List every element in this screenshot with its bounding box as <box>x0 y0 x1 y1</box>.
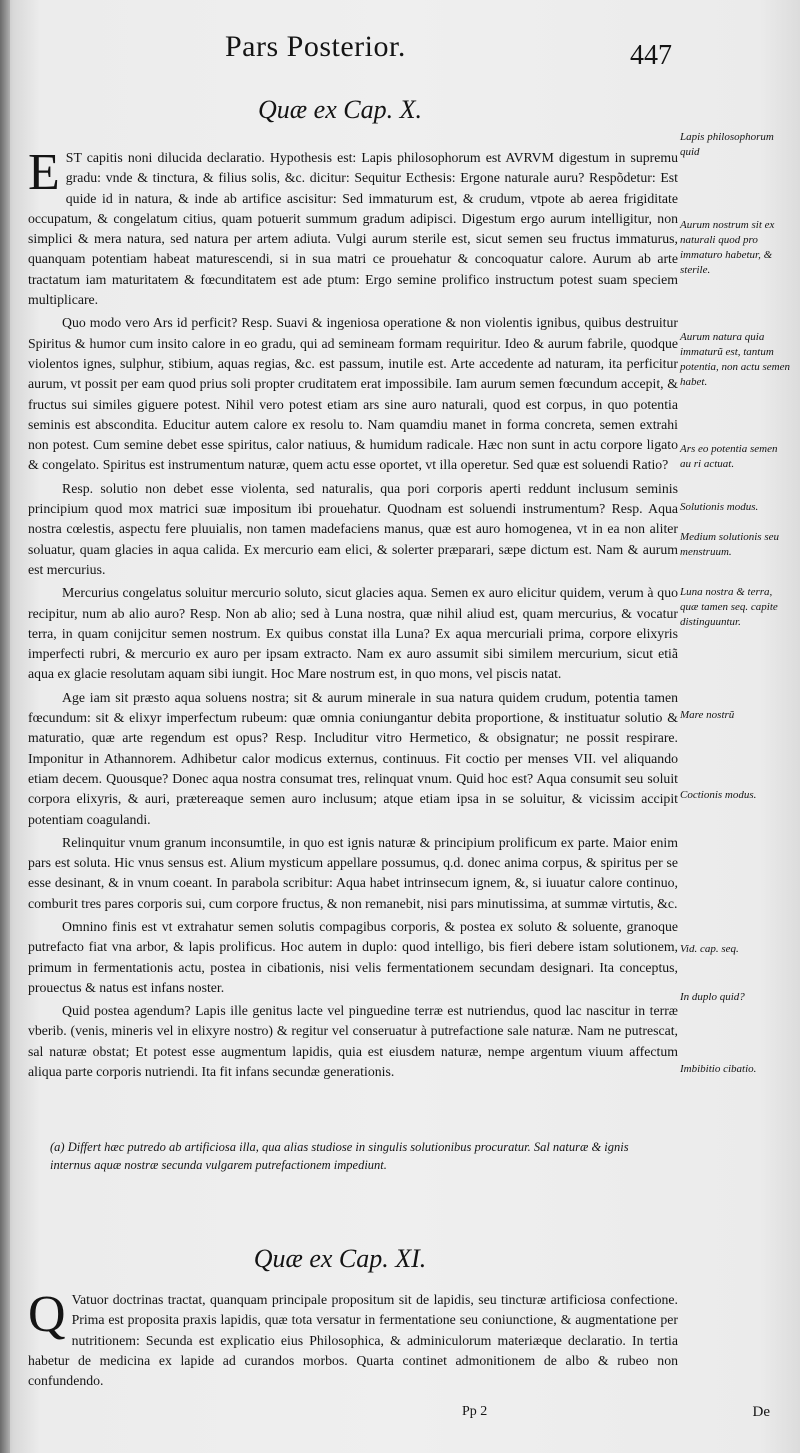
section-xi-body <box>28 1286 678 1394</box>
paragraph-2: Quo modo vero Ars id perficit? Resp. Suavi & ingeniosa operatione & non violentis ignibus, quibus destruitur Spiritus & humor cum insito calore in eo gradu, qui ad semineam formam requiritur. Ideo & aurum fabrile, quodque violentos ignes, sulphur, stibium, aquas regias, &c. est passum, inutile est. Arte accedente ad naturam, ita perficitur aurum, vt possit per eam quod prius soli propter cruditatem erat impossibile. Iam aurum semen fœcundum accepit, & fructus sui similes giguere potest. Nihil vero potest etiam ars sine auro naturali, quod est corpus, in quo potentia seminis est abscondita. Educitur autem calore ex resolu to. Nam quamdiu manet in forma concreta, semen extrahi non potest. Cum semine debet esse spiritus, calor natiuus, & humidum radicale. Hæc non sunt in actu corpore ligato & congelato. Spiritus est instrumentum naturæ, quem actu esse oportet, vt illa operetur. Sed quæ est soluendi Ratio? <box>28 315 678 473</box>
margin-note: Ars eo potentia semen au ri actuat. <box>680 443 778 470</box>
margin-note: Imbibitio cibatio. <box>680 1063 757 1075</box>
margin-note: Mare nostrũ <box>680 709 735 721</box>
drop-cap-q: Q <box>28 1286 66 1343</box>
margin-note: Coctionis modus. <box>680 789 757 801</box>
margin-note: In duplo quid? <box>680 991 745 1003</box>
catchword: De <box>752 1404 770 1420</box>
paragraph-8: Quid postea agendum? Lapis ille genitus lacte vel pinguedine terræ est nutriendus, quod lac nascitur in terræ vberib. (venis, mineris vel in elixyre nostro) & regitur vel conseruatur à putrefactione sale naturæ. Nam ne putrescat, sal naturæ obstat; Et potest esse augmentum lapidis, quia est eiusdem naturæ, nempe argentum viuum affectum aliqua parte corporis nutriendi. Ita fit infans secundæ generationis. <box>28 1003 678 1080</box>
margin-note: Solutionis modus. <box>680 501 759 513</box>
margin-note: Luna nostra & terra, quæ tamen seq. capite distinguuntur. <box>680 586 778 628</box>
paragraph-7: Omnino finis est vt extrahatur semen solutis compagibus corporis, & postea ex soluto & soluente, granoque putrefacto fiat vna arbor, & lapis prolificus. Hoc autem in duplo: quod intelligo, bis fieri debere istam solutionem, primum in fermentationis actu, postea in cibationis, nisi velis fermentationem secundam designari. Ita conceptus, prouectus & natus est infans noster. <box>28 918 678 995</box>
margin-note: Medium solutionis seu menstruum. <box>680 531 779 558</box>
footnote: (a) Differt hæc putredo ab artificiosa illa, qua alias studiose in singulis solutionibus procuratur. Sal naturæ & ignis internus aquæ nostræ secunda vulgarem putrefactionem impediunt. <box>50 1140 629 1172</box>
chapter-heading-x: Quæ ex Cap. X. <box>258 95 422 124</box>
margin-note: Vid. cap. seq. <box>680 943 739 955</box>
paragraph-5: Age iam sit præsto aqua soluens nostra; sit & aurum minerale in sua natura quidem crudum, potentia tamen fœcundum: sit & elixyr imperfectum rubeum: quæ omnia coniungantur debita proportione, & instituatur solutio & maturatio, quæ arte regendum est opus? Resp. Includitur vitro Hermetico, & obsignatur; ne possit respirare. Imponitur in Athannorem. Adhibetur calor modicus externus, continuus. Fit coctio per menses VII. vel aliquando etiam decem. Quousque? Donec aqua nostra consumat tres, relinquat vnum. Quid hoc est? Aqua consumit seu soluit corpora elixyris, & auri, prætereaque semen auro inclusum; atque etiam ipsa in se soluitur, & vicissim accipit potentiam coagulandi. <box>28 689 678 827</box>
paragraph-4: Mercurius congelatus soluitur mercurio soluto, sicut glacies aqua. Semen ex auro elicitur quidem, verum à quo recipitur, num ab alio auro? Resp. Non ab alio; sed à Luna nostra, quæ nihil aliud est, quam mercurius, & vocatur terra, in quam conijcitur semen nostrum. Ex quibus constat illa Luna? Ex aqua mercuriali prima, corpore elixyris imperfecti rubri, & mercurio ex auro per ipsam extracto. Nam ex auro assumit sibi similem mercurium, sicut etiã aqua ex glacie resolutam aquam sibi iungit. Hoc Mare nostrum est, in quo mons, vel piscis natat. <box>28 585 678 682</box>
page-number: 447 <box>630 40 672 71</box>
margin-note: Aurum nostrum sit ex naturali quod pro immaturo habetur, & sterile. <box>680 219 775 276</box>
drop-cap: E <box>28 144 60 201</box>
margin-note: Lapis philosophorum quid <box>680 131 774 158</box>
signature-mark: Pp 2 <box>462 1404 488 1419</box>
paragraph-6: Relinquitur vnum granum inconsumtile, in quo est ignis naturæ & principium prolificum ex parte. Maior enim pars est soluta. Hic vnus sensus est. Alium mysticum appellare possumus, q.d. donec anima corpus, & spiritus per se esse desinant, & in vnum coeant. In parabola scribitur: Aqua habet intrinsecum ignem, &, si iuuatur calore continuo, comburit tres pares corporis sui, cum corpore fructus, & non remanebit, nisi pars minutissima, at summæ virtutis, &c. <box>28 834 678 911</box>
paragraph-3: Resp. solutio non debet esse violenta, sed naturalis, qua pori corporis aperti reddunt inclusum seminis principium quod mox matrici suæ impositum ibi prouehatur. Quodnam est soluendi instrumentum? Resp. Aqua nostra cœlestis, aspectu fere pluuialis, non tamen madefaciens manus, quæ est auro homogenea, vt in ea non aliter soluatur, quam glacies in aqua calida. Ex mercurio eam elici, & solerter præparari, sæpe dictum est. Nam & aurum est mercurius. <box>28 480 678 577</box>
paragraph-1: EST capitis noni dilucida declaratio. Hypothesis est: Lapis philosophorum est AVRVM digestum in supremu gradu: vnde & tinctura, & filius solis, &c. dicitur: Sequitur Ecthesis: Ergone naturale auru? Respõdetur: Est quide id in natura, & inde ab artifice ascisitur: Sed immaturum est, & crudum, vtpote ab aerea frigiditate occupatum, & congelatum citius, quam potuerit summum gradum adipisci. Digestum ergo aurum intelligitur, non simplici & mera natura, sed natura per artem adiuta. Vulgi aurum sterile est, sicut semen seu fructus immaturus, quanquam potentiam habeat maturescendi, si in sua matri ce prouehatur & concoquatur calore. Aurum ab arte tractatum iam maturitatem & fœcunditatem est ade ptum: Ergo semine prolifico instructum potest suam speciem multiplicare. <box>28 144 678 308</box>
chapter-heading-xi: Quæ ex Cap. XI. <box>253 1244 427 1273</box>
running-title: Pars Posterior. <box>225 30 406 63</box>
margin-note: Aurum natura quia immaturũ est, tantum potentia, non actu semen habet. <box>680 331 790 388</box>
paragraph-xi: Q Vatuor doctrinas tractat, quanquam principale propositum sit de lapidis, seu tincturæ artificiosa confectione. Prima est proposita praxis lapidis, quæ tota versatur in fermentatione seu coniunctione, & augmentatione per nutritionem: Secunda est explicatio eius Philosophica, & adminiculorum materiæque declaratio. In tertia habetur de medicina ex lapide ad curandos morbos. Quarta continet admonitionem de albo & rubeo non confundendo. <box>28 1286 678 1389</box>
page-spine-shadow <box>0 0 10 1453</box>
section-x-body <box>28 144 678 1085</box>
